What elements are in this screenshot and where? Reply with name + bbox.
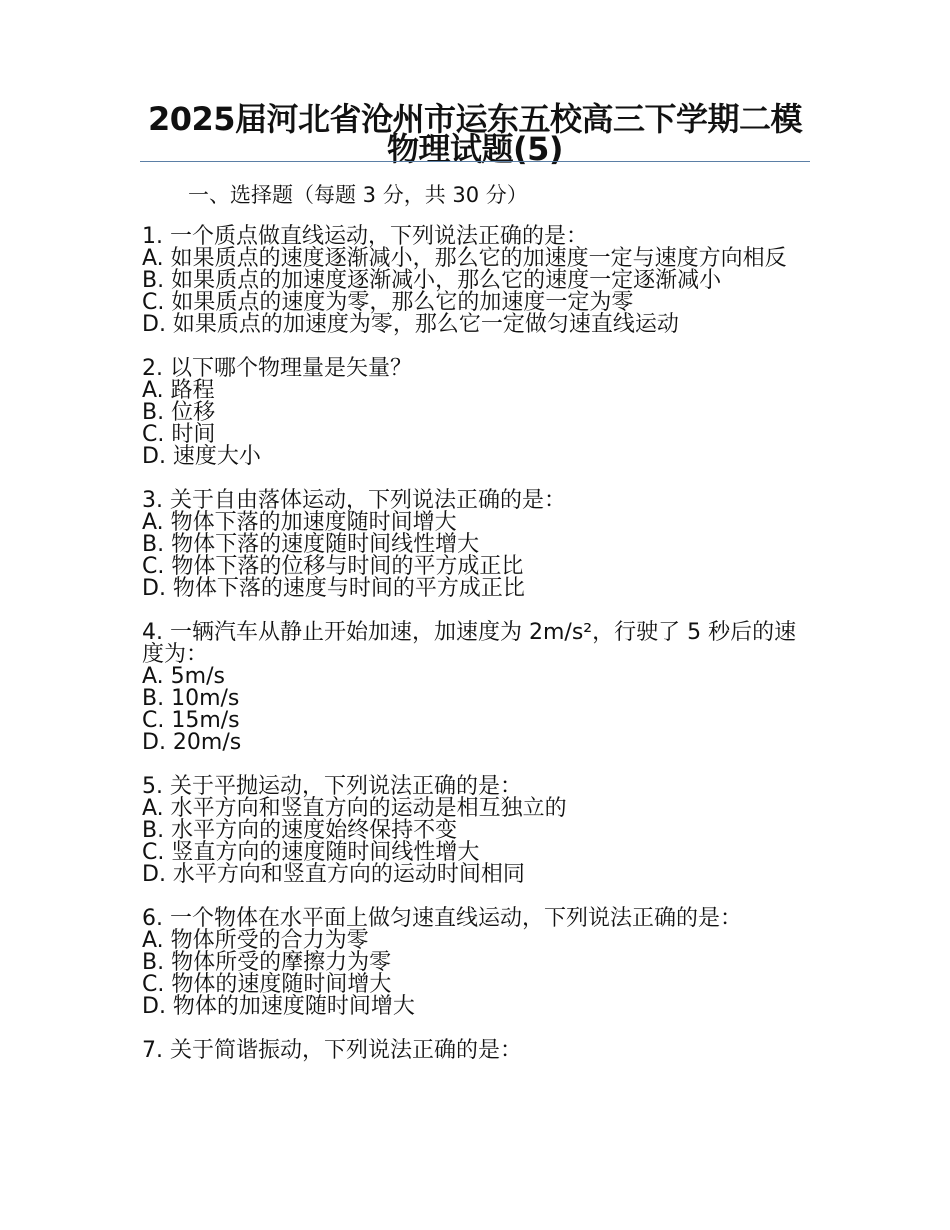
question-stem: 2. 以下哪个物理量是矢量？: [142, 356, 412, 381]
option-b: B. 如果质点的加速度逐渐减小，那么它的速度一定逐渐减小: [142, 268, 722, 293]
option-c: C. 物体的速度随时间增大: [142, 972, 392, 997]
question-stem: 6. 一个物体在水平面上做匀速直线运动，下列说法正确的是：: [142, 906, 742, 931]
option-a: A. 水平方向和竖直方向的运动是相互独立的: [142, 796, 567, 821]
question-stem: 3. 关于自由落体运动，下列说法正确的是：: [142, 488, 566, 513]
question-4: [142, 622, 802, 754]
option-a: A. 物体下落的加速度随时间增大: [142, 510, 457, 535]
option-b: B. 10m/s: [142, 686, 240, 711]
question-stem: 5. 关于平抛运动，下列说法正确的是：: [142, 774, 522, 799]
option-b: B. 物体下落的速度随时间线性增大: [142, 532, 480, 557]
option-c: C. 15m/s: [142, 708, 240, 733]
option-d: D. 物体的加速度随时间增大: [142, 994, 415, 1019]
option-d: D. 如果质点的加速度为零，那么它一定做匀速直线运动: [142, 312, 679, 337]
question-stem: 1. 一个质点做直线运动，下列说法正确的是：: [142, 224, 588, 249]
option-a: A. 路程: [142, 378, 215, 403]
option-a: A. 物体所受的合力为零: [142, 928, 369, 953]
question-stem: 4. 一辆汽车从静止开始加速，加速度为 2m/s²，行驶了 5 秒后的速度为：: [142, 620, 797, 667]
option-c: C. 物体下落的位移与时间的平方成正比: [142, 554, 524, 579]
question-5: [142, 776, 802, 886]
question-7: [142, 1040, 802, 1062]
option-b: B. 水平方向的速度始终保持不变: [142, 818, 458, 843]
section-heading: 一、选择题（每题 3 分，共 30 分）: [188, 183, 528, 207]
question-2: [142, 358, 802, 468]
option-d: D. 20m/s: [142, 730, 242, 755]
option-c: C. 竖直方向的速度随时间线性增大: [142, 840, 480, 865]
option-c: C. 如果质点的速度为零，那么它的加速度一定为零: [142, 290, 634, 315]
document-title: 2025届河北省沧州市运东五校高三下学期二模物理试题(5): [147, 100, 803, 168]
option-a: A. 5m/s: [142, 664, 225, 689]
question-1: [142, 226, 802, 336]
title-underline: [140, 161, 810, 162]
question-6: [142, 908, 802, 1018]
option-d: D. 物体下落的速度与时间的平方成正比: [142, 576, 525, 601]
question-stem: 7. 关于简谐振动，下列说法正确的是：: [142, 1038, 522, 1063]
option-b: B. 位移: [142, 400, 216, 425]
option-a: A. 如果质点的速度逐渐减小，那么它的加速度一定与速度方向相反: [142, 246, 787, 271]
option-d: D. 速度大小: [142, 444, 261, 469]
question-list: [142, 226, 802, 1084]
option-d: D. 水平方向和竖直方向的运动时间相同: [142, 862, 525, 887]
option-b: B. 物体所受的摩擦力为零: [142, 950, 392, 975]
question-3: [142, 490, 802, 600]
option-c: C. 时间: [142, 422, 216, 447]
